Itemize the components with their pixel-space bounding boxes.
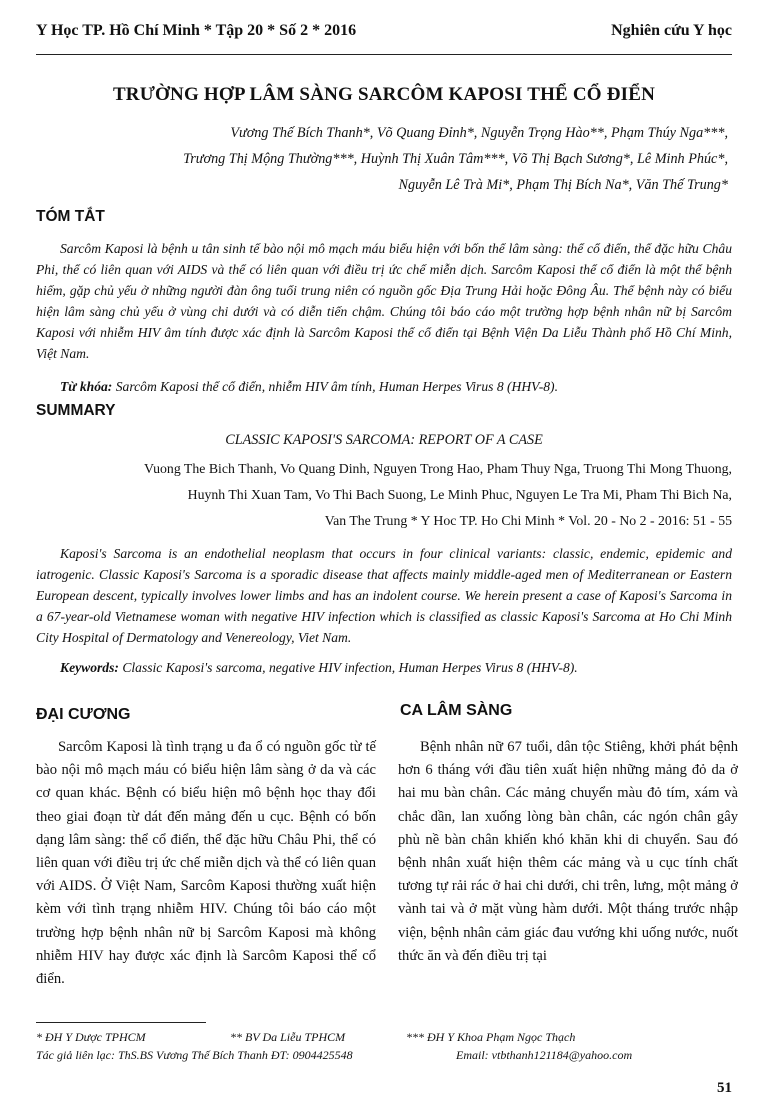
case-column <box>398 736 738 968</box>
summary-text: Kaposi's Sarcoma is an endothelial neoplasm that occurs in four clinical variants: classic, endemic, epidemic and iatrogenic. Classic Kaposi's Sarcoma is a sporadic disease that affects mainly middle-aged men of Mediterranean or Eastern European descent, typically involves lower limbs and has an indolent course. We herein present a case of Kaposi's Sarcoma in a 67-year-old Vietnamese woman with negative HIV infection which is classified as classic Kaposi's Sarcoma at Ho Chi Minh City Hospital of Dermatology and Venereology, Viet Nam. <box>36 546 732 645</box>
affiliation-2: ** BV Da Liễu TPHCM <box>230 1030 346 1044</box>
contact-author: Tác giả liên lạc: ThS.BS Vương Thế Bích Thanh ĐT: 0904425548 <box>36 1048 353 1062</box>
author-line: Nguyễn Lê Trà Mi*, Phạm Thị Bích Na*, Văn Thế Trung* <box>398 177 728 193</box>
author-list-en <box>36 456 732 534</box>
affiliations <box>36 1030 732 1048</box>
author-line: Van The Trung * Y Hoc TP. Ho Chi Minh * Vol. 20 - No 2 - 2016: 51 - 55 <box>324 513 732 528</box>
intro-paragraph: Sarcôm Kaposi là tình trạng u đa ổ có nguồn gốc từ tế bào nội mô mạch máu có biểu hiện lâm sàng ở da và các cơ quan khác. Bệnh có biểu hiện mô bệnh học thay đổi theo giai đoạn từ dát đến mảng đến u cục. Bệnh có bốn dạng lâm sàng: thể cổ điển, thể đặc hữu Châu Phi, thể có liên quan với điều trị ức chế miễn dịch và thể có liên quan với AIDS. Ở Việt Nam, Sarcôm Kaposi thường xuất hiện kèm với tình trạng nhiễm HIV. Chúng tôi báo cáo một trường hợp bệnh nhân nữ bị Sarcôm Kaposi mà không nhiễm HIV hay được xác định là Sarcôm Kaposi thể cổ điển. <box>36 739 376 988</box>
contact-line <box>36 1048 732 1066</box>
intro-heading: ĐẠI CƯƠNG <box>36 706 131 723</box>
page-number: 51 <box>717 1080 732 1096</box>
affiliation-3: *** ĐH Y Khoa Phạm Ngọc Thạch <box>406 1030 576 1044</box>
keywords-vi <box>36 376 732 397</box>
article-title: TRƯỜNG HỢP LÂM SÀNG SARCÔM KAPOSI THỂ CỔ ĐIỂN <box>112 84 656 105</box>
affiliation-1: * ĐH Y Dược TPHCM <box>36 1030 146 1044</box>
case-heading: CA LÂM SÀNG <box>400 702 513 719</box>
author-list-vi <box>36 120 728 198</box>
running-header <box>36 22 732 46</box>
keywords-vi-label: Từ khóa: <box>60 379 113 394</box>
author-line: Trương Thị Mộng Thường***, Huỳnh Thị Xuân Tâm***, Võ Thị Bạch Sương*, Lê Minh Phúc*, <box>183 151 728 167</box>
summary-title: CLASSIC KAPOSI'S SARCOMA: REPORT OF A CASE <box>225 432 543 448</box>
keywords-en <box>36 657 732 678</box>
header-rule <box>36 54 732 55</box>
contact-email: Email: vtbthanh121184@yahoo.com <box>456 1048 633 1062</box>
section-name: Nghiên cứu Y học <box>611 22 732 39</box>
author-line: Vuong The Bich Thanh, Vo Quang Dinh, Nguyen Trong Hao, Pham Thuy Nga, Truong Thi Mong Thuong, <box>144 461 732 476</box>
keywords-vi-text: Sarcôm Kaposi thể cổ điển, nhiễm HIV âm tính, Human Herpes Virus 8 (HHV-8). <box>115 379 558 394</box>
footnote-rule <box>36 1022 206 1023</box>
case-paragraph: Bệnh nhân nữ 67 tuổi, dân tộc Stiêng, khởi phát bệnh hơn 6 tháng với đầu tiên xuất hiện những mảng đỏ da ở hai mu bàn chân. Các mảng chuyển màu đỏ tím, xám và chắc dần, lan xuống lòng bàn chân, các ngón chân gây phù nề bàn chân khiến khó khăn khi di chuyển. Sau đó bệnh nhân xuất hiện thêm các mảng và u cục tính chất tương tự rải rác ở hai chi dưới, chi trên, lưng, một mảng ở vành tai và ở mặt vùng hàm dưới. Một tháng trước nhập viện, bệnh nhân cảm giác đau vướng khi uống nước, nuốt thức ăn và đến điều trị tại <box>398 739 738 964</box>
author-line: Huynh Thi Xuan Tam, Vo Thi Bach Suong, Le Minh Phuc, Nguyen Le Tra Mi, Pham Thi Bich Na, <box>187 487 732 502</box>
journal-name: Y Học TP. Hồ Chí Minh * Tập 20 * Số 2 * 2016 <box>36 22 357 39</box>
keywords-en-text: Classic Kaposi's sarcoma, negative HIV infection, Human Herpes Virus 8 (HHV-8). <box>122 660 578 675</box>
summary-heading: SUMMARY <box>36 402 116 419</box>
keywords-en-label: Keywords: <box>60 660 119 675</box>
abstract-vi-heading: TÓM TẮT <box>36 208 105 225</box>
abstract-vi-text: Sarcôm Kaposi là bệnh u tân sinh tế bào nội mô mạch máu biểu hiện với bốn thể lâm sàng: thể cổ điển, thể đặc hữu Châu Phi, thể có liên quan với AIDS và thể có liên quan với điều trị ức chế miễn dịch. Sarcôm Kaposi thể cổ điển là một thể bệnh hiếm, gặp chủ yếu ở những người đàn ông tuổi trung niên có nguồn gốc Địa Trung Hải hoặc Đông Âu. Thể bệnh này có biểu hiện lâm sàng chủ yếu ở vùng chi dưới và có diễn tiến chậm. Chúng tôi báo cáo một trường hợp bệnh nhân nữ bị Sarcôm Kaposi với nhiễm HIV âm tính được xác định là Sarcôm Kaposi thể cổ điển tại Bệnh Viện Da Liễu Thành phố Hồ Chí Minh, Việt Nam. <box>36 241 732 361</box>
author-line: Vương Thế Bích Thanh*, Võ Quang Đỉnh*, Nguyễn Trọng Hào**, Phạm Thúy Nga***, <box>230 125 728 141</box>
intro-column <box>36 736 376 991</box>
